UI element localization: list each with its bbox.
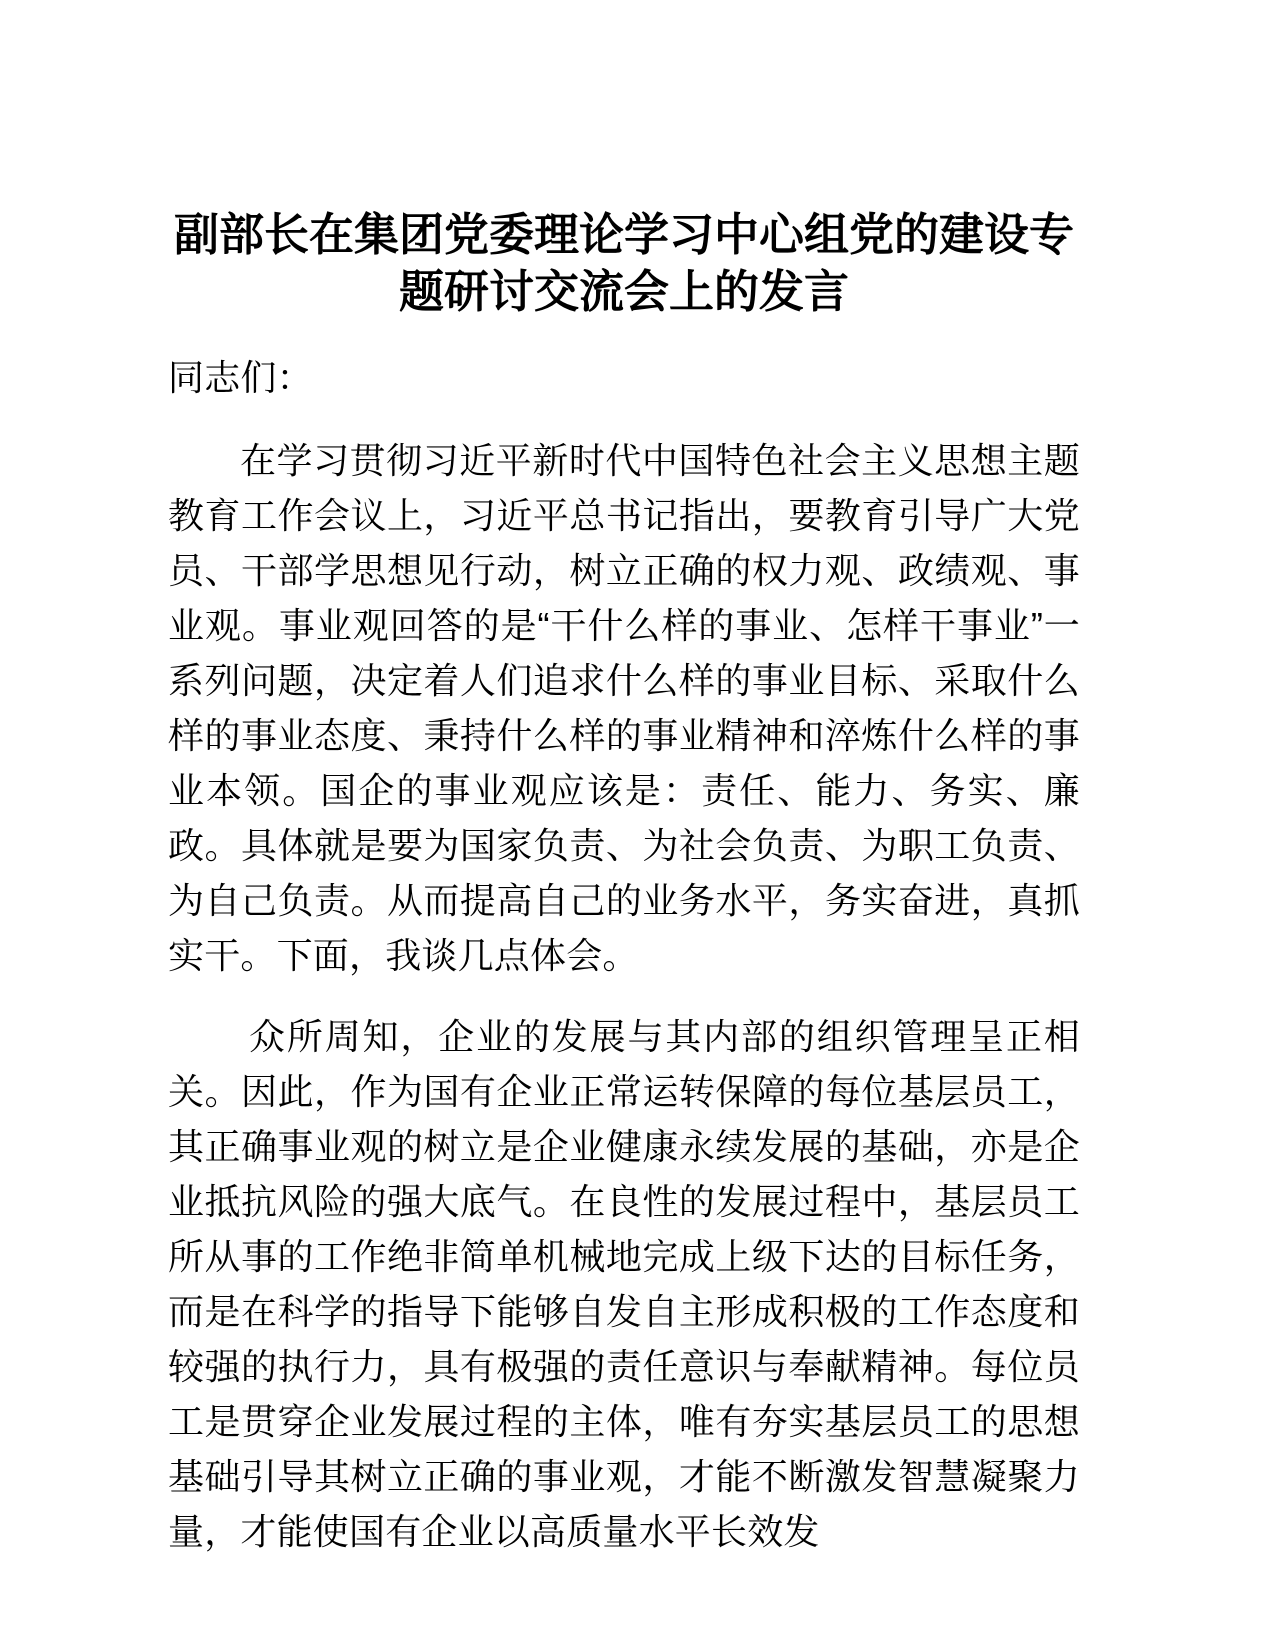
body-paragraph-2: 众所周知，企业的发展与其内部的组织管理呈正相关。因此，作为国有企业正常运转保障的每位基层员工，其正确事业观的树立是企业健康永续发展的基础，亦是企业抵抗风险的强大底气。在良性的发展过程中，基层员工所从事的工作绝非简单机械地完成上级下达的目标任务，而是在科学的指导下能够自发自主形成积极的工作态度和较强的执行力，具有极强的责任意识与奉献精神。每位员工是贯穿企业发展过程的主体，唯有夯实基层员工的思想基础引导其树立正确的事业观，才能不断激发智慧凝聚力量，才能使国有企业以高质量水平长效发 bbox=[168, 1016, 1080, 1552]
document-content bbox=[168, 206, 1080, 1559]
salutation-line: 同志们： bbox=[168, 357, 313, 398]
document-title: 副部长在集团党委理论学习中心组党的建设专题研讨交流会上的发言 bbox=[173, 208, 1074, 318]
body-paragraph-1: 在学习贯彻习近平新时代中国特色社会主义思想主题教育工作会议上，习近平总书记指出，要教育引导广大党员、干部学思想见行动，树立正确的权力观、政绩观、事业观。事业观回答的是“干什么样的事业、怎样干事业”一系列问题，决定着人们追求什么样的事业目标、采取什么样的事业态度、秉持什么样的事业精神和淬炼什么样的事业本领。国企的事业观应该是：责任、能力、务实、廉政。具体就是要为国家负责、为社会负责、为职工负责、为自己负责。从而提高自己的业务水平，务实奋进，真抓实干。下面，我谈几点体会。 bbox=[168, 440, 1080, 976]
spacer-paragraph bbox=[168, 983, 1080, 1009]
spacer-title bbox=[168, 320, 1080, 350]
spacer-salutation bbox=[168, 405, 1080, 433]
